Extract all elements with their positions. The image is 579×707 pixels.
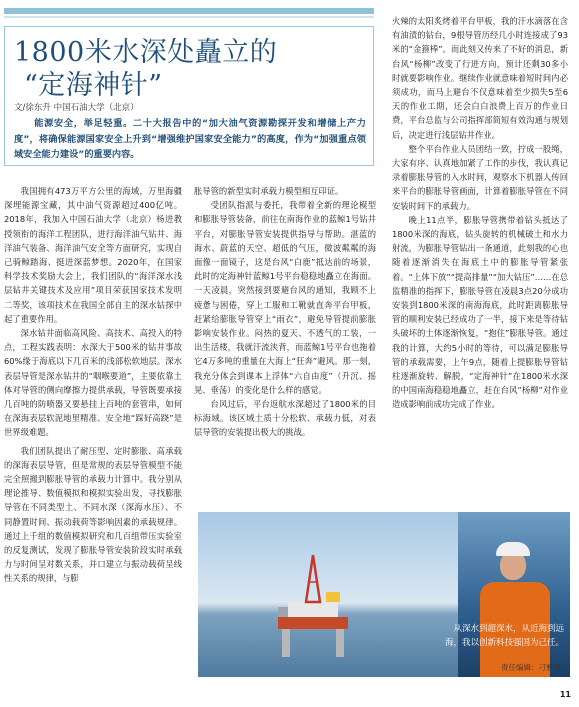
title-line-2: “定海神针”: [24, 70, 163, 101]
column-left: [4, 184, 182, 586]
page-number: 11: [559, 690, 571, 699]
drilling-rig-icon: [268, 547, 358, 657]
paragraph: 火辣的太阳炙烤着平台甲板，我的汗水滴落在含有油渍的钻台，9根导管历经几小时连接成了93米的“金箍棒”。而此刻又传来了不好的消息，新台风“杨柳”改变了行进方向，预计还剩30多小时就要影响作业。继续作业就意味着短时间内必须成功，而马上避台不仅意味着至少损失5至6天的作业工期，还会白白浪费上百万的作业日费，平台总监与公司指挥部简短有效沟通与规划后，决定进行浅层钻井作业。: [392, 16, 568, 140]
column-middle: [194, 184, 376, 440]
column-right: [392, 14, 568, 412]
paragraph: 我们团队提出了耐压型、定时膨胀、高承载的深海表层导管，但是常规的表层导管模型不能完全照搬到膨胀导管的承载力计算中。我分别从理论推导、数值模拟和模拟实验出发，寻找膨胀导管在不同类型土、不同水深（深海水压）、不同静置时间、振动载荷等影响因素的承载规律。通过上千组的数值模拟研究和几百组带压实验室的反复测试，发现了膨胀导管安装阶段实时承载力与时间呈对数关系，并口建立与振动载荷呈线性关系的规律，与膨: [4, 445, 182, 584]
paragraph: 深水钻井面临高风险、高技术、高投入的特点，工程实践表明：水深大于500米的钻井事故60%缘于海底以下几百米的浅部松软地层。深水表层导管是深水钻井的“咽喉要道”，主要依靠土体对导管的侧向摩擦力提供承载，导管既要承接几百吨的防喷器又要悬挂上百吨的套管串，如何在深海表层软泥地里精准、安全地“踩好高跷”是世界级难题。: [4, 328, 182, 438]
byline: 文/徐东升 中国石油大学（北京）: [14, 103, 139, 113]
engineer-portrait: [458, 512, 570, 677]
paragraph: 受团队指派与委托，我带着全新的理论模型和膨胀导管装备，前往在南海作业的蓝鲸1号钻井平台，对膨胀导管安装提供指导与帮助。湛蓝的海水、蔚蓝的天空、超低的气压，微波粼粼的海面像一面镜子，这是台风“白鹿”抵达前的场景，此时的定海神针蓝鲸1号平台稳稳地矗立在海面。一天凌晨，突然接到要避台风的通知，我顾不上疲惫与困倦，穿上工服和工靴就直奔平台甲板，赶紧给膨胀导管穿上“雨衣”，避免导管提前膨胀影响安装作业。闷热的夏天、不透气的工装，一出生活楼，我就汗流浃背，而蓝鲸1号平台也拖着它4万多吨的重量在大海上“狂奔”避风。那一刻，我充分体会到课本上浮体“六自由度”（升沉、摇晃、垂荡）的变化是什么样的感觉。: [194, 200, 376, 395]
header-subrule: [4, 16, 374, 18]
hardhat-icon: [496, 542, 530, 556]
title-line-1: 1800米水深处矗立的: [14, 37, 278, 68]
editor-credit: 责任编辑：刁雅琴: [501, 663, 561, 672]
drilling-platform-photo: [198, 512, 570, 677]
summary: 能源安全，举足轻重。二十大报告中的“加大油气资源勘探开发和增储上产力度”，将确保能源国家安全上升到“增强维护国家安全能力”的高度，作为“加强重点领域安全能力建设”的重要内容。: [14, 118, 366, 160]
article-title: [14, 36, 354, 102]
photo-caption: 从深水到超深水，从近海到远 海，我以创新科技强国为己任。: [444, 624, 564, 648]
paragraph: 整个平台作业人员团结一致，拧成一股绳，大家有序、认真地加紧了工作的步伐，我认真记录着膨胀导管的入水时间，观察水下机器人传回来平台的膨胀导管画面，计算着膨胀导管在不同安装时间下的承载力。: [392, 143, 568, 211]
paragraph: 台风过后，平台返航水深超过了1800米的目标海域。该区域土质十分松软、承载力低，对表层导管的安装提出极大的挑战。: [194, 399, 376, 438]
paragraph: 晚上11点半，膨胀导管携带着钻头抵达了1800米深的海底，钻头旋转的机械破土和水力射流，为膨胀导管钻出一条通道，此刻我的心也随着逐渐消失在海底土中的膨胀导管紧张着。“上体下放”“提高排量”“加大钻压”……在总监精准的指挥下，膨胀导管在凌晨3点20分成功安装到1800米深的南海海底，此时距离膨胀导管的顺利安装已经成功了一半，接下来是等待钻头破坏的土体逐渐恢复，“抱住”膨胀导管。通过我的计算，大约5小时的等待，可以满足膨胀导管的承载需要，上午9点，随着上提膨胀导管钻柱逐渐旋转、解脱，“定海神针”在1800米水深的中国南海稳稳地矗立，赶在台风“杨柳”对作业造成影响前成功完成了作业。: [392, 214, 568, 410]
paragraph: 我国拥有473万平方公里的海域，万里海疆深埋能源宝藏，其中油气资源超过400亿吨。2018年，我加入中国石油大学（北京）杨进教授领衔的海洋工程团队，进行海洋油气钻井、海洋油气装备、海洋油气安全等方面研究，实现自己骑鲸踏海、挺进深蓝梦想。2020年，在国家科学技术奖励大会上，我们团队的“海洋深水浅层钻井关键技术及应用”项目荣获国家技术发明二等奖，该项技术在我国全部自主的深水钻探中起了重要作用。: [4, 186, 182, 324]
header-rule: [4, 8, 374, 14]
paragraph: 胀导管的新型实时承载力模型相互印证。: [194, 186, 344, 196]
